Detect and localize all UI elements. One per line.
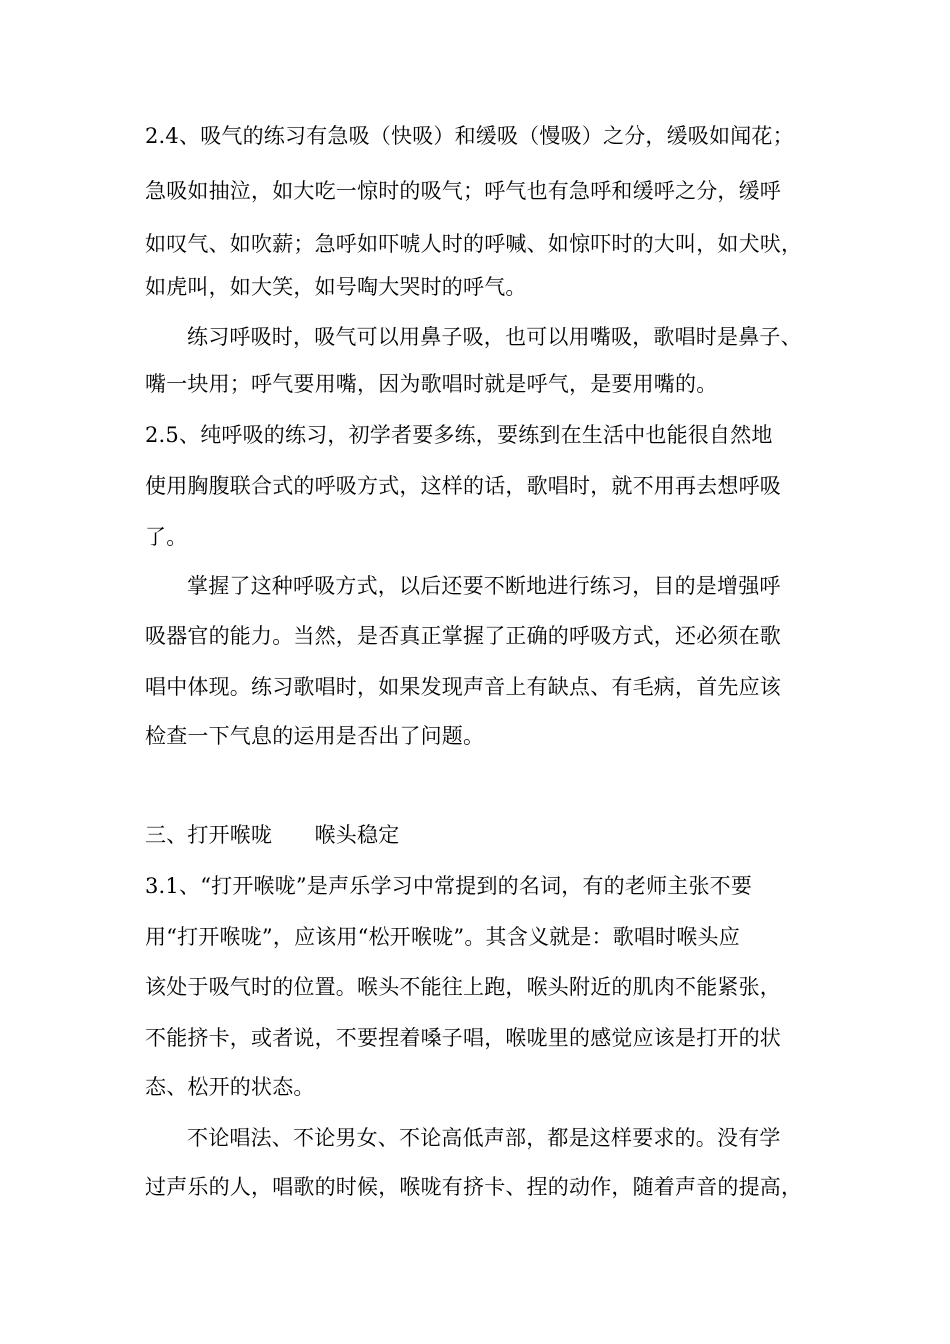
para-requirement-line-2: 过声乐的人，唱歌的时候，喉咙有挤卡、捏的动作，随着声音的提高， bbox=[145, 1175, 803, 1199]
para-3-1-line-1: 3.1、“打开喉咙”是声乐学习中常提到的名词，有的老师主张不要 bbox=[145, 874, 753, 898]
para-requirement-line-1: 不论唱法、不论男女、不论高低声部，都是这样要求的。没有学 bbox=[187, 1126, 781, 1150]
para-breathing-line-1: 练习呼吸时，吸气可以用鼻子吸，也可以用嘴吸，歌唱时是鼻子、 bbox=[187, 325, 802, 349]
para-breathing-line-2: 嘴一块用；呼气要用嘴，因为歌唱时就是呼气，是要用嘴的。 bbox=[145, 372, 718, 396]
para-3-1-line-5: 态、松开的状态。 bbox=[145, 1075, 315, 1099]
para-2-5-line-2: 使用胸腹联合式的呼吸方式，这样的话，歌唱时，就不用再去想呼吸 bbox=[145, 474, 781, 498]
para-2-5-line-1: 2.5、纯呼吸的练习，初学者要多练，要练到在生活中也能很自然地 bbox=[145, 423, 773, 447]
section-heading-3: 三、打开喉咙 喉头稳定 bbox=[145, 823, 400, 847]
para-3-1-line-4: 不能挤卡，或者说，不要捏着嗓子唱，喉咙里的感觉应该是打开的状 bbox=[145, 1026, 781, 1050]
para-mastery-line-1: 掌握了这种呼吸方式，以后还要不断地进行练习，目的是增强呼 bbox=[187, 574, 781, 598]
para-2-4-line-1: 2.4、吸气的练习有急吸（快吸）和缓吸（慢吸）之分，缓吸如闻花； bbox=[145, 124, 794, 148]
para-3-1-line-2: 用“打开喉咙”，应该用“松开喉咙”。其含义就是：歌唱时喉头应 bbox=[145, 925, 740, 949]
para-mastery-line-4: 检查一下气息的运用是否出了问题。 bbox=[145, 724, 485, 748]
para-2-4-line-4: 如虎叫，如大笑，如号啕大哭时的呼气。 bbox=[145, 275, 527, 299]
para-2-4-line-3: 如叹气、如吹薪；急呼如吓唬人时的呼喊、如惊吓时的大叫，如犬吠， bbox=[145, 232, 803, 256]
para-mastery-line-2: 吸器官的能力。当然，是否真正掌握了正确的呼吸方式，还必须在歌 bbox=[145, 624, 781, 648]
para-2-4-line-2: 急吸如抽泣，如大吃一惊时的吸气；呼气也有急呼和缓呼之分，缓呼 bbox=[145, 179, 781, 203]
para-3-1-line-3: 该处于吸气时的位置。喉头不能往上跑，喉头附近的肌肉不能紧张， bbox=[145, 975, 781, 999]
para-2-5-line-3: 了。 bbox=[145, 525, 188, 549]
para-mastery-line-3: 唱中体现。练习歌唱时，如果发现声音上有缺点、有毛病，首先应该 bbox=[145, 675, 781, 699]
